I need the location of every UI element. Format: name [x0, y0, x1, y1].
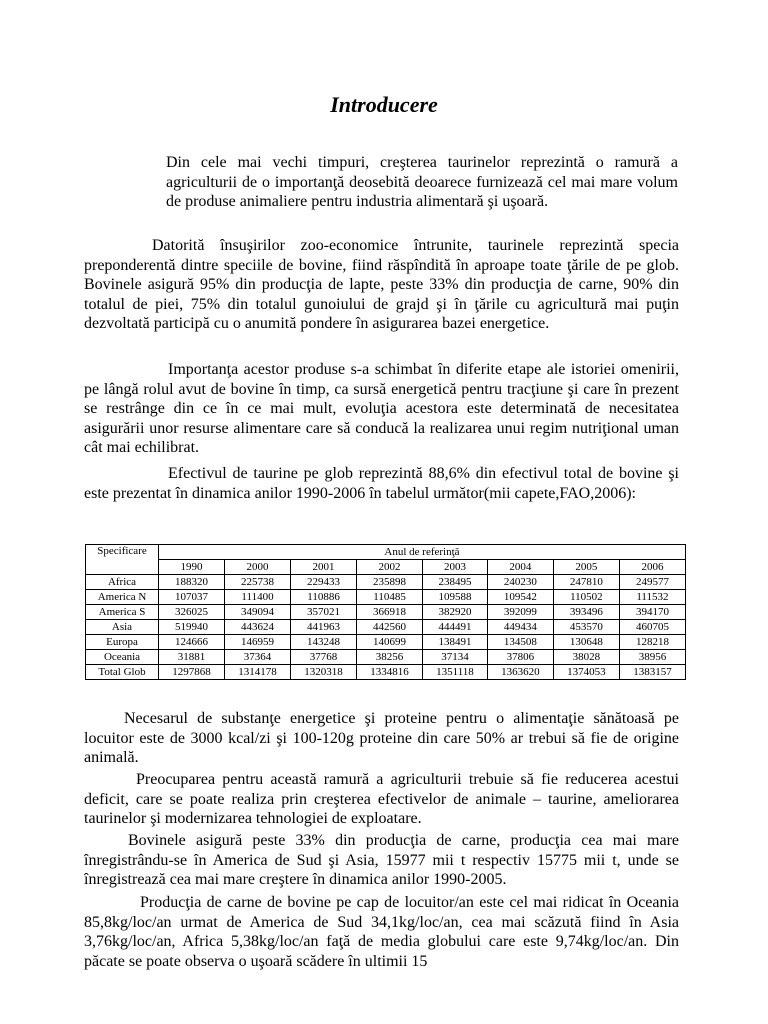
- table-year: 2002: [357, 560, 423, 575]
- table-header-year-group: Anul de referinţă: [159, 545, 686, 560]
- table-cell: 37806: [487, 650, 553, 665]
- table-cell: 393496: [553, 605, 619, 620]
- table-cell: 1314178: [225, 665, 291, 680]
- table-cell: 107037: [159, 590, 225, 605]
- table-cell: 134508: [487, 635, 553, 650]
- table-year: 2003: [423, 560, 488, 575]
- table-year: 2001: [291, 560, 357, 575]
- table-row: [86, 665, 686, 680]
- table-cell: 110886: [291, 590, 357, 605]
- table-cell: 392099: [487, 605, 553, 620]
- table-cell: 109542: [487, 590, 553, 605]
- table-cell: 441963: [291, 620, 357, 635]
- table-year: 1990: [159, 560, 225, 575]
- table-cell: 382920: [423, 605, 488, 620]
- table-row: [86, 620, 686, 635]
- table-years-row: [86, 560, 686, 575]
- table-cell: 240230: [487, 575, 553, 590]
- table-row: [86, 590, 686, 605]
- table-row-label: Europa: [86, 635, 159, 650]
- table-cell: 247810: [553, 575, 619, 590]
- table-cell: 249577: [619, 575, 685, 590]
- table-cell: 442560: [357, 620, 423, 635]
- paragraph-products-history: Importanţa acestor produse s-a schimbat în diferite etape ale istoriei omenirii, pe lângă rolul avut de bovine în timp, ca sursă energetică pentru tracţiune şi care în prezent se restrânge din ce în ce mai mult, evoluţia acestora este determinată de necesitatea asigurării unor resurse alimentare care să conducă la realizarea unui regim nutriţional uman cât mai echilibrat.: [84, 361, 679, 457]
- table-row: [86, 575, 686, 590]
- table-row: [86, 635, 686, 650]
- table-cell: 138491: [423, 635, 488, 650]
- table-cell: 394170: [619, 605, 685, 620]
- table-cell: 109588: [423, 590, 488, 605]
- table-year: 2004: [487, 560, 553, 575]
- table-cell: 37134: [423, 650, 488, 665]
- table-cell: 229433: [291, 575, 357, 590]
- paragraph-cattle-stock: Efectivul de taurine pe glob reprezintă 88,6% din efectivul total de bovine şi este prezentat în dinamica anilor 1990-2006 în tabelul următor(mii capete,FAO,2006):: [84, 465, 679, 502]
- table-year: 2000: [225, 560, 291, 575]
- paragraph-meat-production: Bovinele asigură peste 33% din producţia de carne, producţia cea mai mare înregistrându-se în America de Sud şi Asia, 15977 mii t respectiv 15775 mii t, unde se înregistrează cea mai mare creştere în dinamica anilor 1990-2005.: [84, 832, 679, 889]
- table-cell: 1383157: [619, 665, 685, 680]
- table-cell: 460705: [619, 620, 685, 635]
- table-cell: 128218: [619, 635, 685, 650]
- table-year: 2006: [619, 560, 685, 575]
- paragraph-intro: Din cele mai vechi timpuri, creşterea taurinelor reprezintă o ramură a agriculturii de o importanţă deosebită deoarece furnizează cel mai mare volum de produse animaliere pentru industria alimentară şi uşoară.: [166, 154, 678, 211]
- table-row-label: America N: [86, 590, 159, 605]
- table-cell: 111532: [619, 590, 685, 605]
- paragraph-nutrition-needs: Necesarul de substanţe energetice şi proteine pentru o alimentaţie sănătoasă pe locuitor este de 3000 kcal/zi şi 100-120g proteine din care 50% ar trebui să fie de origine animală.: [84, 710, 679, 767]
- table-cell: 31881: [159, 650, 225, 665]
- table-cell: 449434: [487, 620, 553, 635]
- table-cell: 366918: [357, 605, 423, 620]
- table-cell: 443624: [225, 620, 291, 635]
- table-cell: 188320: [159, 575, 225, 590]
- table-row-label: Asia: [86, 620, 159, 635]
- cattle-stock-table: [85, 544, 686, 680]
- table-cell: 1363620: [487, 665, 553, 680]
- table-cell: 130648: [553, 635, 619, 650]
- table-cell: 1297868: [159, 665, 225, 680]
- table-cell: 37364: [225, 650, 291, 665]
- table-row: [86, 605, 686, 620]
- table-row-label: Oceania: [86, 650, 159, 665]
- table-cell: 38956: [619, 650, 685, 665]
- table-header-row: [86, 545, 686, 560]
- table-cell: 124666: [159, 635, 225, 650]
- table-cell: 111400: [225, 590, 291, 605]
- table-cell: 140699: [357, 635, 423, 650]
- table-cell: 225738: [225, 575, 291, 590]
- table-body: [86, 575, 686, 680]
- page-title: Introducere: [330, 92, 438, 117]
- table-cell: 235898: [357, 575, 423, 590]
- table-cell: 453570: [553, 620, 619, 635]
- table-cell: 38256: [357, 650, 423, 665]
- table-cell: 110502: [553, 590, 619, 605]
- paragraph-meat-per-capita: Producţia de carne de bovine pe cap de locuitor/an este cel mai ridicat în Oceania 85,8kg/loc/an urmat de America de Sud 34,1kg/loc/an, cea mai scăzută fiind în Asia 3,76kg/loc/an, Africa 5,38kg/loc/an faţă de media globului care este 9,74kg/loc/an. Din păcate se poate observa o uşoară scădere în ultimii 15: [84, 894, 679, 970]
- paragraph-deficit-reduction: Preocuparea pentru această ramură a agriculturii trebuie să fie reducerea acestui deficit, care se poate realiza prin creşterea efectivelor de animale – taurine, ameliorarea taurinelor şi modernizarea tehnologiei de exploatare.: [84, 771, 679, 828]
- table-cell: 1320318: [291, 665, 357, 680]
- table-cell: 110485: [357, 590, 423, 605]
- table-cell: 1351118: [423, 665, 488, 680]
- table-row: [86, 650, 686, 665]
- table-cell: 349094: [225, 605, 291, 620]
- table-row-label: Africa: [86, 575, 159, 590]
- table-cell: 146959: [225, 635, 291, 650]
- table-cell: 143248: [291, 635, 357, 650]
- table-year: 2005: [553, 560, 619, 575]
- table-cell: 519940: [159, 620, 225, 635]
- table-cell: 444491: [423, 620, 488, 635]
- table-row-label: Total Glob: [86, 665, 159, 680]
- table-header-spec: Specificare: [86, 545, 159, 575]
- table-cell: 37768: [291, 650, 357, 665]
- table-cell: 1334816: [357, 665, 423, 680]
- table-cell: 1374053: [553, 665, 619, 680]
- table-cell: 357021: [291, 605, 357, 620]
- table-cell: 326025: [159, 605, 225, 620]
- table-row-label: America S: [86, 605, 159, 620]
- table-cell: 38028: [553, 650, 619, 665]
- paragraph-taurine-importance: Datorită însuşirilor zoo-economice întrunite, taurinele reprezintă specia preponderentă dintre speciile de bovine, fiind răspîndită în aproape toate ţările de pe glob. Bovinele asigură 95% din producţia de lapte, peste 33% din producţia de carne, 90% din totalul de piei, 75% din totalul gunoiului de grajd şi în ţările cu agricultură mai puţin dezvoltată participă cu o anumită pondere în asigurarea bazei energetice.: [84, 237, 679, 333]
- table-cell: 238495: [423, 575, 488, 590]
